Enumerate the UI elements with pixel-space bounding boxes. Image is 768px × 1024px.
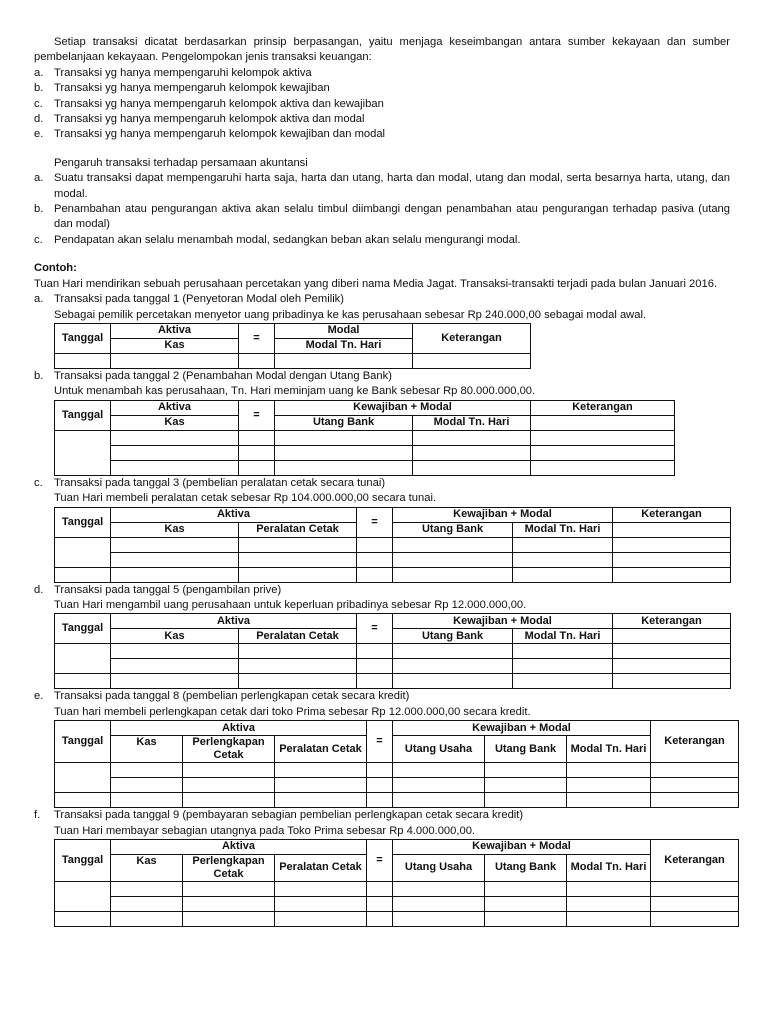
transaction-desc: Tuan Hari membayar sebagian utangnya pada Toko Prima sebesar Rp 4.000.000,00. — [54, 824, 476, 837]
header-kas: Kas — [111, 522, 239, 537]
header-kas: Kas — [111, 629, 239, 644]
header-aktiva: Aktiva — [111, 839, 367, 854]
header-peralatan-cetak: Peralatan Cetak — [275, 854, 367, 881]
header-utang-bank: Utang Bank — [393, 629, 513, 644]
journal-table-a — [54, 323, 531, 369]
header-modal-tn-hari: Modal Tn. Hari — [275, 338, 413, 353]
header-kas: Kas — [111, 415, 239, 430]
list-item: c. Transaksi yg hanya mempengaruh kelompok aktiva dan kewajiban — [34, 97, 384, 110]
transaction-desc: Tuan Hari mengambil uang perusahaan untuk keperluan pribadinya sebesar Rp 12.000.000,00. — [54, 598, 527, 611]
transaction-desc: Tuan hari membeli perlengkapan cetak dari toko Prima sebesar Rp 12.000.000,00 secara kredit. — [54, 705, 531, 718]
header-modal-tn-hari: Modal Tn. Hari — [567, 736, 651, 763]
header-equals: = — [357, 507, 393, 537]
header-tanggal: Tanggal — [55, 839, 111, 881]
header-kewajiban-modal: Kewajiban + Modal — [393, 721, 651, 736]
transaction-b — [34, 369, 730, 384]
header-modal-tn-hari: Modal Tn. Hari — [513, 629, 613, 644]
header-modal-tn-hari: Modal Tn. Hari — [413, 415, 531, 430]
transaction-title: f. Transaksi pada tanggal 9 (pembayaran sebagian pembelian perlengkapan cetak secara kredit) — [34, 809, 524, 822]
header-utang-bank: Utang Bank — [485, 736, 567, 763]
table-row — [55, 430, 675, 445]
header-peralatan-cetak: Peralatan Cetak — [275, 736, 367, 763]
header-kewajiban-modal: Kewajiban + Modal — [393, 839, 651, 854]
transaction-d — [34, 583, 730, 598]
table-row — [55, 567, 731, 582]
header-peralatan-cetak: Peralatan Cetak — [239, 629, 357, 644]
header-modal-tn-hari: Modal Tn. Hari — [513, 522, 613, 537]
header-kewajiban-modal: Kewajiban + Modal — [393, 614, 613, 629]
journal-table-c — [54, 507, 731, 583]
journal-table-e — [54, 720, 739, 808]
table-row — [55, 644, 731, 659]
header-kewajiban-modal: Kewajiban + Modal — [275, 400, 531, 415]
transaction-desc: Untuk menambah kas perusahaan, Tn. Hari meminjam uang ke Bank sebesar Rp 80.000.000,00. — [54, 385, 536, 398]
pengaruh-heading: Pengaruh transaksi terhadap persamaan akuntansi — [54, 156, 308, 169]
table-row — [55, 911, 739, 926]
header-modal: Modal — [275, 323, 413, 338]
journal-table-d — [54, 613, 731, 689]
transaction-type-list — [34, 66, 730, 143]
header-aktiva: Aktiva — [111, 507, 357, 522]
header-aktiva: Aktiva — [111, 323, 239, 338]
transaction-f — [34, 808, 730, 823]
list-item: c. Pendapatan akan selalu menambah modal, sedangkan beban akan selalu mengurangi modal. — [34, 233, 521, 246]
transaction-title: b. Transaksi pada tanggal 2 (Penambahan Modal dengan Utang Bank) — [34, 369, 392, 382]
header-utang-bank: Utang Bank — [275, 415, 413, 430]
header-modal-tn-hari: Modal Tn. Hari — [567, 854, 651, 881]
header-equals: = — [367, 839, 393, 881]
header-kas: Kas — [111, 736, 183, 763]
table-row — [55, 460, 675, 475]
header-utang-bank: Utang Bank — [393, 522, 513, 537]
contoh-heading: Contoh: — [34, 262, 77, 275]
header-kas: Kas — [111, 338, 239, 353]
list-item: d. Transaksi yg hanya mempengaruh kelompok aktiva dan modal — [34, 113, 365, 126]
transaction-title: a. Transaksi pada tanggal 1 (Penyetoran Modal oleh Pemilik) — [34, 293, 344, 306]
table-row — [55, 881, 739, 896]
table-row — [55, 659, 731, 674]
header-aktiva: Aktiva — [111, 614, 357, 629]
header-keterangan: Keterangan — [651, 839, 739, 881]
table-row — [55, 793, 739, 808]
header-tanggal: Tanggal — [55, 614, 111, 644]
header-kewajiban-modal: Kewajiban + Modal — [393, 507, 613, 522]
list-item: b. Transaksi yg hanya mempengaruh kelompok kewajiban — [34, 82, 330, 95]
header-keterangan: Keterangan — [651, 721, 739, 763]
header-tanggal: Tanggal — [55, 400, 111, 430]
list-item: a. Suatu transaksi dapat mempengaruhi harta saja, harta dan utang, harta dan modal, utang dan modal, serta besarnya harta, utang, dan modal. — [34, 172, 730, 200]
table-row — [55, 552, 731, 567]
header-utang-bank: Utang Bank — [485, 854, 567, 881]
header-keterangan: Keterangan — [613, 507, 731, 522]
header-kas: Kas — [111, 854, 183, 881]
table-row — [55, 353, 531, 368]
pengaruh-list — [34, 171, 730, 248]
header-keterangan: Keterangan — [413, 323, 531, 353]
table-row — [55, 674, 731, 689]
contoh-paragraph: Tuan Hari mendirikan sebuah perusahaan percetakan yang diberi nama Media Jagat. Transaksi-transakti terjadi pada bulan Januari 2016. — [34, 277, 718, 290]
table-row — [55, 778, 739, 793]
table-row — [55, 537, 731, 552]
transaction-desc: Tuan Hari membeli peralatan cetak sebesar Rp 104.000.000,00 secara tunai. — [54, 492, 437, 505]
transaction-c — [34, 476, 730, 491]
transaction-title: e. Transaksi pada tanggal 8 (pembelian perlengkapan cetak secara kredit) — [34, 690, 410, 703]
transaction-title: d. Transaksi pada tanggal 5 (pengambilan prive) — [34, 583, 282, 596]
transaction-title: c. Transaksi pada tanggal 3 (pembelian peralatan cetak secara tunai) — [34, 476, 386, 489]
header-tanggal: Tanggal — [55, 507, 111, 537]
journal-table-f — [54, 839, 739, 927]
transaction-e — [34, 689, 730, 704]
transaction-a — [34, 292, 730, 307]
header-tanggal: Tanggal — [55, 323, 111, 353]
header-utang-usaha: Utang Usaha — [393, 854, 485, 881]
journal-table-b — [54, 400, 675, 476]
header-utang-usaha: Utang Usaha — [393, 736, 485, 763]
list-item: a. Transaksi yg hanya mempengaruhi kelompok aktiva — [34, 66, 312, 79]
transaction-desc: Sebagai pemilik percetakan menyetor uang pribadinya ke kas perusahaan sebesar Rp 240.000,00 sebagai modal awal. — [54, 308, 647, 321]
header-keterangan: Keterangan — [531, 400, 675, 415]
intro-paragraph: Setiap transaksi dicatat berdasarkan prinsip berpasangan, yaitu menjaga keseimbangan antara sumber kekayaan dan sumber pembelanjaan kekayaan. Pengelompokan jenis transaksi keuangan: — [34, 36, 730, 64]
list-item: b. Penambahan atau pengurangan aktiva akan selalu timbul diimbangi dengan penambahan atau pengurangan terhadap pasiva (utang dan modal) — [34, 203, 730, 231]
header-perlengkapan-cetak: Perlengkapan Cetak — [183, 854, 275, 881]
header-aktiva: Aktiva — [111, 721, 367, 736]
table-row — [55, 445, 675, 460]
list-item: e. Transaksi yg hanya mempengaruh kelompok kewajiban dan modal — [34, 128, 386, 141]
header-peralatan-cetak: Peralatan Cetak — [239, 522, 357, 537]
header-equals: = — [367, 721, 393, 763]
header-perlengkapan-cetak: Perlengkapan Cetak — [183, 736, 275, 763]
header-equals: = — [239, 400, 275, 430]
table-row — [55, 763, 739, 778]
table-row — [55, 896, 739, 911]
header-equals: = — [239, 323, 275, 353]
header-aktiva: Aktiva — [111, 400, 239, 415]
header-keterangan: Keterangan — [613, 614, 731, 629]
header-tanggal: Tanggal — [55, 721, 111, 763]
header-equals: = — [357, 614, 393, 644]
